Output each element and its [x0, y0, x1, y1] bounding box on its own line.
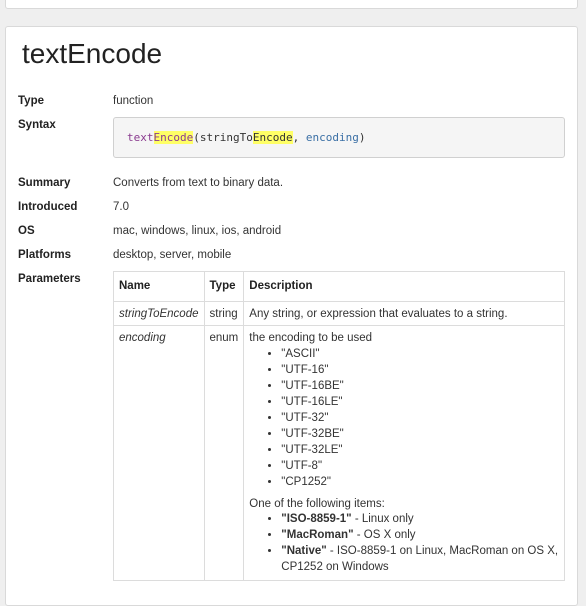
syntax-func-highlight: Encode [153, 131, 194, 144]
param-description-cell [244, 326, 565, 581]
param-type: enum [204, 326, 244, 581]
syntax-open: (stringTo [193, 131, 253, 144]
header-description: Description [244, 272, 565, 302]
os-value: mac, windows, linux, ios, android [113, 225, 282, 237]
introduced-label: Introduced [18, 201, 78, 213]
item-desc: - Linux only [351, 513, 414, 525]
table-row [114, 302, 565, 326]
syntax-param1-highlight: Encode [252, 131, 293, 144]
param-description: the encoding to be used [249, 332, 373, 344]
list-item: • "UTF-8" [281, 458, 559, 474]
list-item: • "UTF-16" [281, 362, 559, 378]
list-item [281, 527, 559, 543]
summary-value: Converts from text to binary data. [113, 177, 284, 189]
table-row [114, 326, 565, 581]
list-item [281, 543, 559, 575]
platforms-label: Platforms [18, 249, 72, 261]
introduced-value: 7.0 [113, 201, 129, 213]
list-item: • "UTF-32LE" [281, 442, 559, 458]
list-item: • "UTF-16LE" [281, 394, 559, 410]
param-name: encoding [114, 326, 205, 581]
list-item: • "CP1252" [281, 474, 559, 490]
syntax-func-prefix: text [127, 131, 154, 144]
os-label: OS [18, 225, 35, 237]
item-key: "MacRoman" [281, 529, 354, 541]
previous-card [5, 0, 578, 9]
syntax-label: Syntax [18, 119, 56, 131]
syntax-param2: encoding [305, 131, 359, 144]
list-item [281, 511, 559, 527]
list-item: • "UTF-32BE" [281, 426, 559, 442]
param-type: string [204, 302, 244, 326]
parameters-label: Parameters [18, 273, 81, 285]
item-desc: - OS X only [353, 529, 416, 541]
type-value: function [113, 95, 154, 107]
parameters-table [113, 271, 565, 581]
item-key: "ISO-8859-1" [281, 513, 352, 525]
platforms-value: desktop, server, mobile [113, 249, 232, 261]
enum-values-list [249, 346, 559, 490]
list-item: • "UTF-16BE" [281, 378, 559, 394]
header-type: Type [204, 272, 244, 302]
items-list [249, 511, 559, 575]
param-name: stringToEncode [114, 302, 205, 326]
syntax-sep: , [292, 131, 306, 144]
list-item: • "UTF-32" [281, 410, 559, 426]
list-item: • "ASCII" [281, 346, 559, 362]
item-key: "Native" [281, 545, 327, 557]
header-name: Name [114, 272, 205, 302]
param-description: Any string, or expression that evaluates to a string. [244, 302, 565, 326]
table-header-row [114, 272, 565, 302]
items-intro: One of the following items: [249, 498, 385, 510]
syntax-close: ) [358, 131, 366, 144]
type-label: Type [18, 95, 44, 107]
item-desc: - ISO-8859-1 on Linux, MacRoman on OS X, CP1252 on Windows [281, 545, 559, 573]
summary-label: Summary [18, 177, 71, 189]
syntax-code-block [113, 117, 565, 158]
page-title: textEncode [22, 38, 163, 69]
